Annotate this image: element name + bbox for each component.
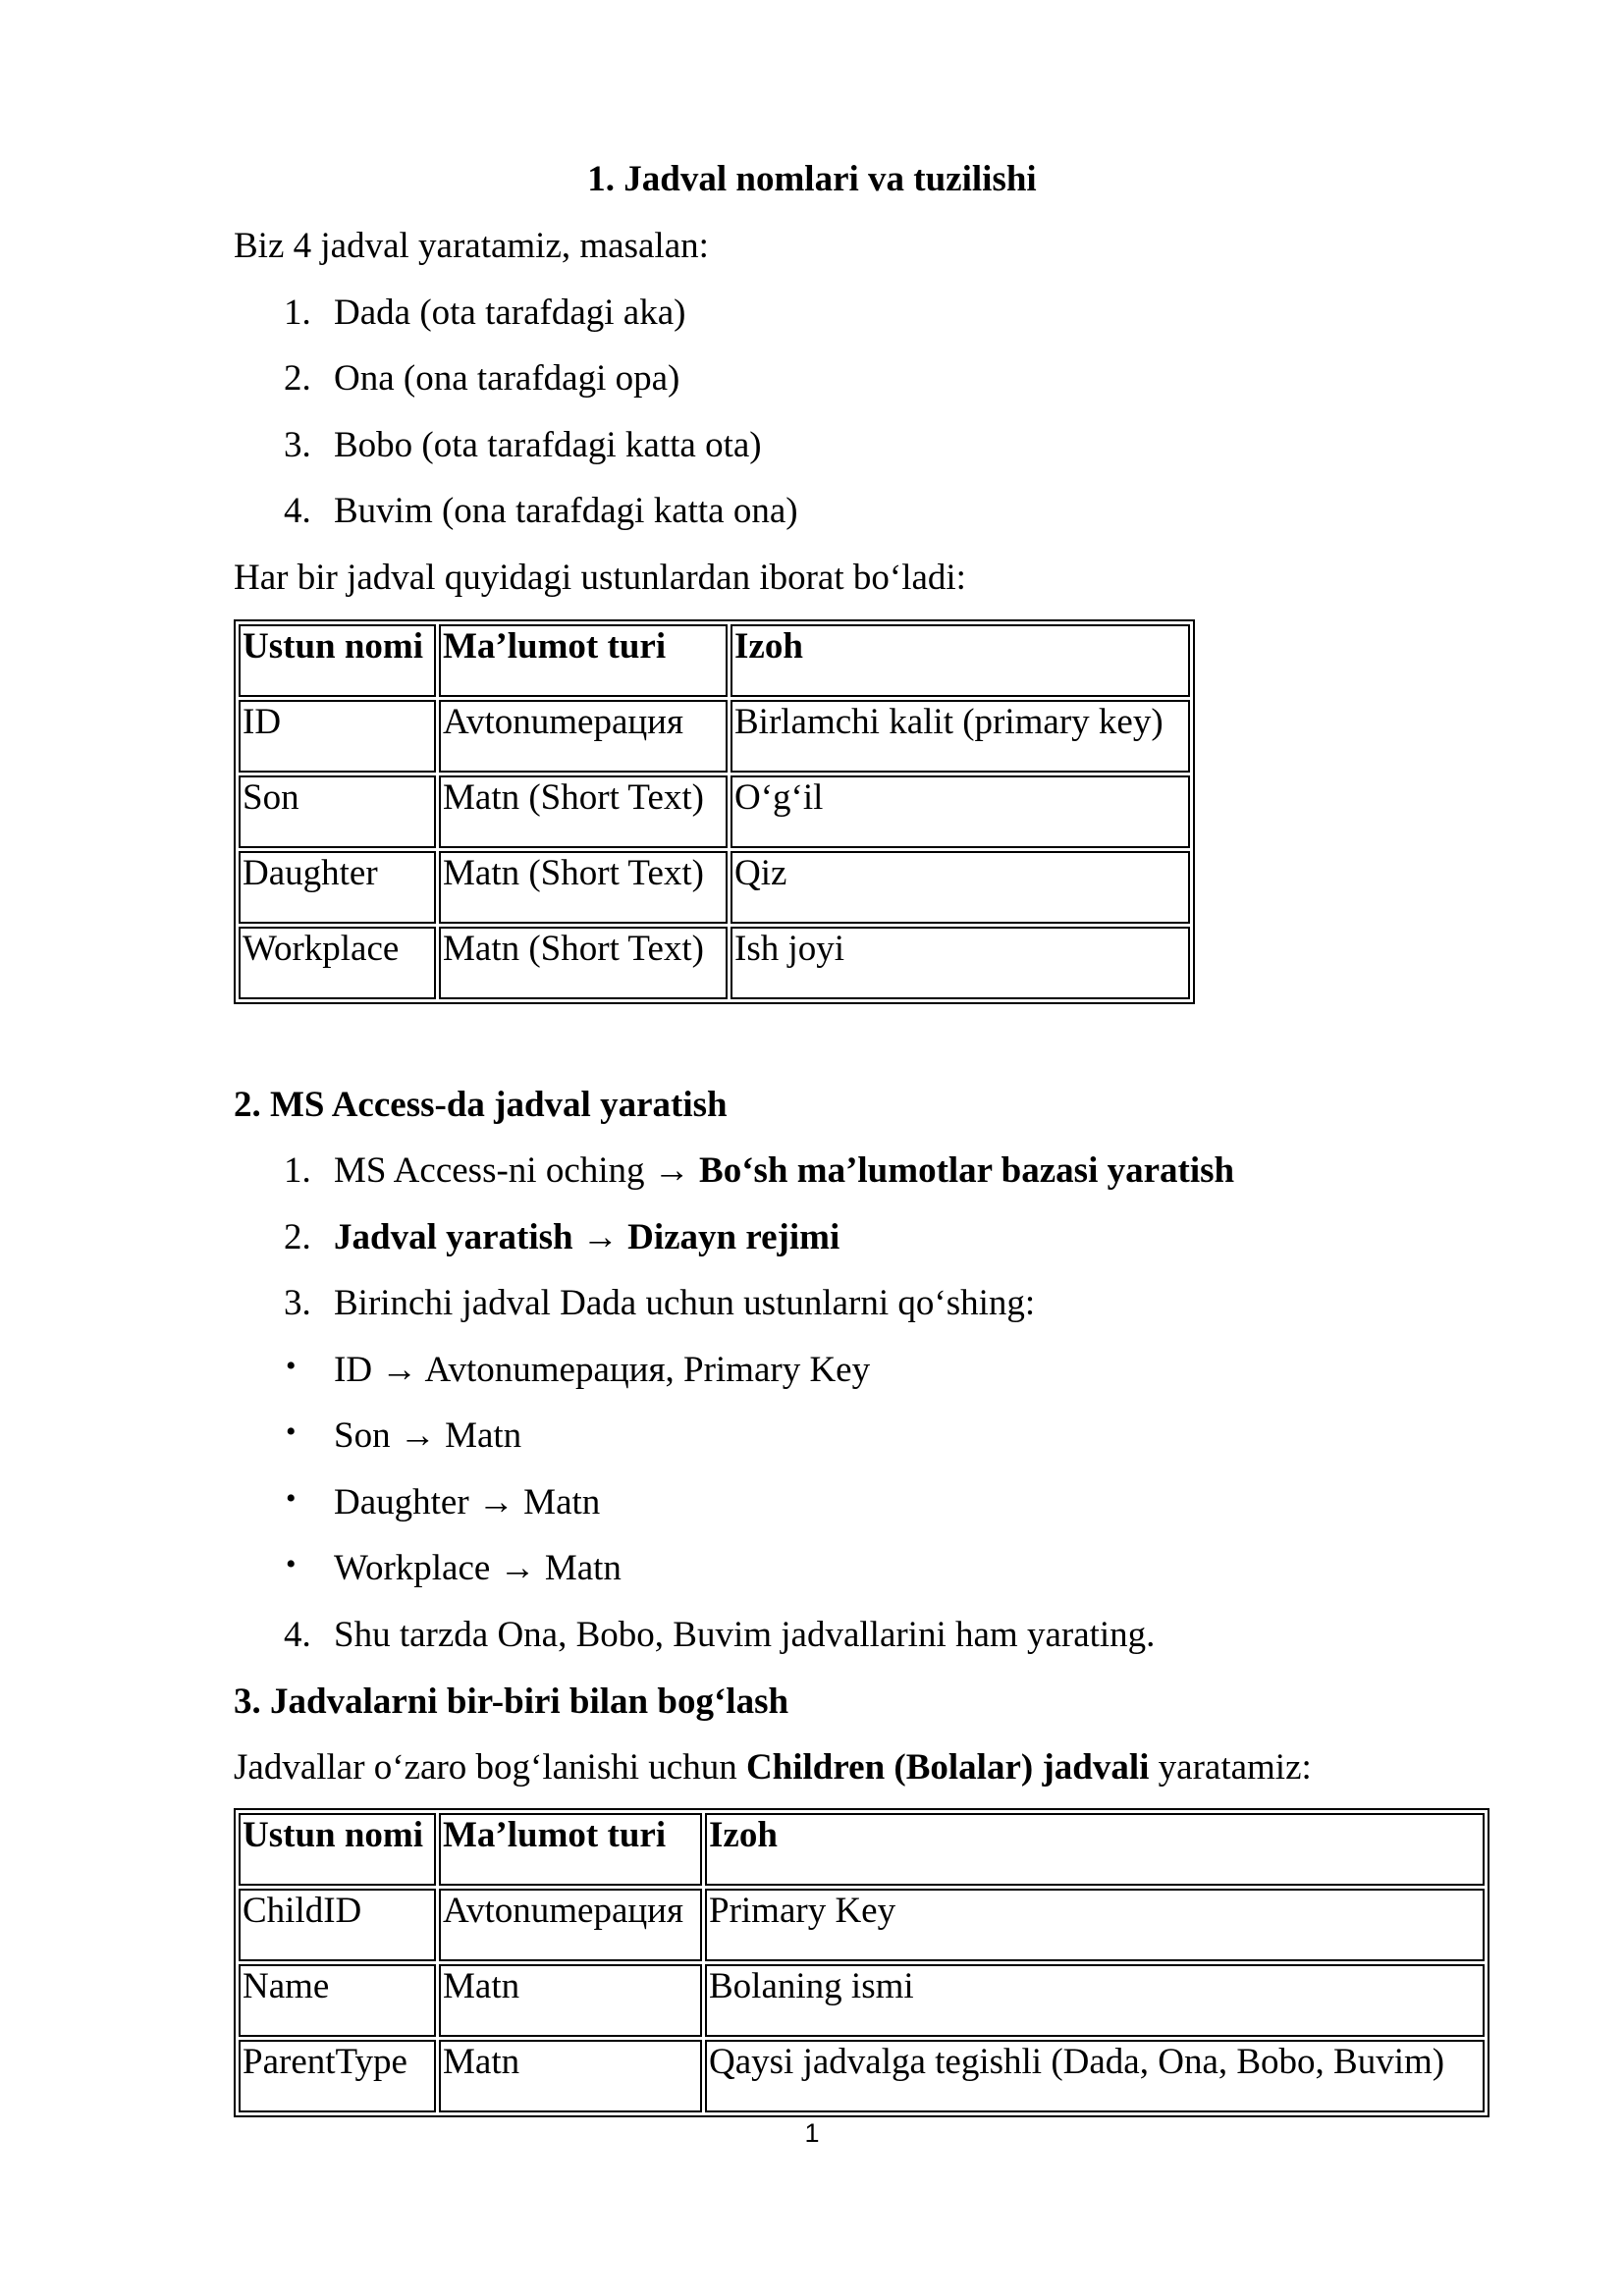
intro-plain: Jadvallar o‘zaro bog‘lanishi uchun — [234, 1747, 746, 1788]
list-item-plain: MS Access-ni oching → — [334, 1150, 700, 1191]
section2-heading: 2. MS Access-da jadval yaratish — [234, 1085, 728, 1125]
bullet-text: Daughter → Matn — [334, 1482, 601, 1522]
list-item-bold: Bo‘sh ma’lumotlar bazasi yaratish — [699, 1150, 1235, 1191]
list-item-number: 1. — [284, 293, 311, 333]
table-cell: Primary Key — [705, 1889, 1485, 1961]
table-row — [239, 927, 1190, 999]
table-cell: Avtonumeрация — [439, 700, 728, 773]
section1-intro: Biz 4 jadval yaratamiz, masalan: — [234, 226, 709, 266]
table-row — [239, 1889, 1485, 1961]
list-item-number: 3. — [284, 425, 311, 465]
list-item-number: 4. — [284, 1615, 311, 1655]
section1-table-caption: Har bir jadval quyidagi ustunlardan iborat bo‘ladi: — [234, 558, 966, 598]
list-item-text: Ona (ona tarafdagi opa) — [334, 358, 680, 399]
table-header-cell: Ma’lumot turi — [439, 1813, 702, 1886]
list-item-number: 1. — [284, 1150, 311, 1191]
table-cell: Bolaning ismi — [705, 1964, 1485, 2037]
list-item-bold: Jadval yaratish → Dizayn rejimi — [334, 1217, 840, 1257]
table-cell: Workplace — [239, 927, 436, 999]
table-row — [239, 1964, 1485, 2037]
intro-plain-end: yaratamiz: — [1149, 1747, 1312, 1788]
table-row — [239, 851, 1190, 924]
bullet-icon: • — [286, 1548, 297, 1580]
table-cell: Matn — [439, 1964, 702, 2037]
table-cell: Name — [239, 1964, 436, 2037]
table-cell: Matn (Short Text) — [439, 927, 728, 999]
table-header-cell: Ustun nomi — [239, 1813, 436, 1886]
table-cell: Qaysi jadvalga tegishli (Dada, Ona, Bobo, Buvim) — [705, 2040, 1485, 2112]
list-item-number: 4. — [284, 491, 311, 531]
table-cell: Avtonumeрация — [439, 1889, 702, 1961]
table-cell: Birlamchi kalit (primary key) — [731, 700, 1190, 773]
intro-bold: Children (Bolalar) jadvali — [745, 1747, 1150, 1788]
table-row — [239, 2040, 1485, 2112]
table-header-cell: Izoh — [705, 1813, 1485, 1886]
bullet-icon: • — [286, 1482, 297, 1515]
list-item-plain: Birinchi jadval Dada uchun ustunlarni qo‘shing: — [334, 1283, 1036, 1323]
list-item-text — [334, 1152, 1234, 1189]
table-cell: ID — [239, 700, 436, 773]
columns-table — [234, 619, 1195, 1004]
section1-heading: 1. Jadval nomlari va tuzilishi — [587, 159, 1037, 199]
children-table — [234, 1808, 1489, 2117]
table-row — [239, 775, 1190, 848]
list-item-text: Bobo (ota tarafdagi katta ota) — [334, 425, 762, 465]
list-item-text: Dada (ota tarafdagi aka) — [334, 293, 686, 333]
list-item-text — [334, 1285, 1035, 1321]
table-cell: Ish joyi — [731, 927, 1190, 999]
table-cell: Matn (Short Text) — [439, 775, 728, 848]
table-header-cell: Ma’lumot turi — [439, 624, 728, 697]
section3-heading: 3. Jadvalarni bir-biri bilan bog‘lash — [234, 1682, 789, 1722]
table-cell: Daughter — [239, 851, 436, 924]
table-cell: ChildID — [239, 1889, 436, 1961]
list-item-text — [334, 1219, 839, 1255]
table-header-row — [239, 1813, 1485, 1886]
table-header-cell: Izoh — [731, 624, 1190, 697]
list-item-number: 2. — [284, 358, 311, 399]
table-cell: Matn (Short Text) — [439, 851, 728, 924]
list-item-number: 3. — [284, 1283, 311, 1323]
list-item-text: Shu tarzda Ona, Bobo, Buvim jadvallarini ham yarating. — [334, 1615, 1156, 1655]
section3-intro — [234, 1749, 1312, 1786]
bullet-text: ID → Avtonumeрация, Primary Key — [334, 1350, 871, 1390]
bullet-text: Son → Matn — [334, 1415, 522, 1456]
page-number: 1 — [804, 2118, 820, 2148]
bullet-icon: • — [286, 1415, 297, 1448]
table-row — [239, 700, 1190, 773]
table-header-cell: Ustun nomi — [239, 624, 436, 697]
list-item-text: Buvim (ona tarafdagi katta ona) — [334, 491, 798, 531]
table-cell: Matn — [439, 2040, 702, 2112]
table-cell: O‘g‘il — [731, 775, 1190, 848]
table-header-row — [239, 624, 1190, 697]
table-cell: ParentType — [239, 2040, 436, 2112]
bullet-text: Workplace → Matn — [334, 1548, 622, 1588]
bullet-icon: • — [286, 1350, 297, 1382]
list-item-number: 2. — [284, 1217, 311, 1257]
table-cell: Qiz — [731, 851, 1190, 924]
table-cell: Son — [239, 775, 436, 848]
